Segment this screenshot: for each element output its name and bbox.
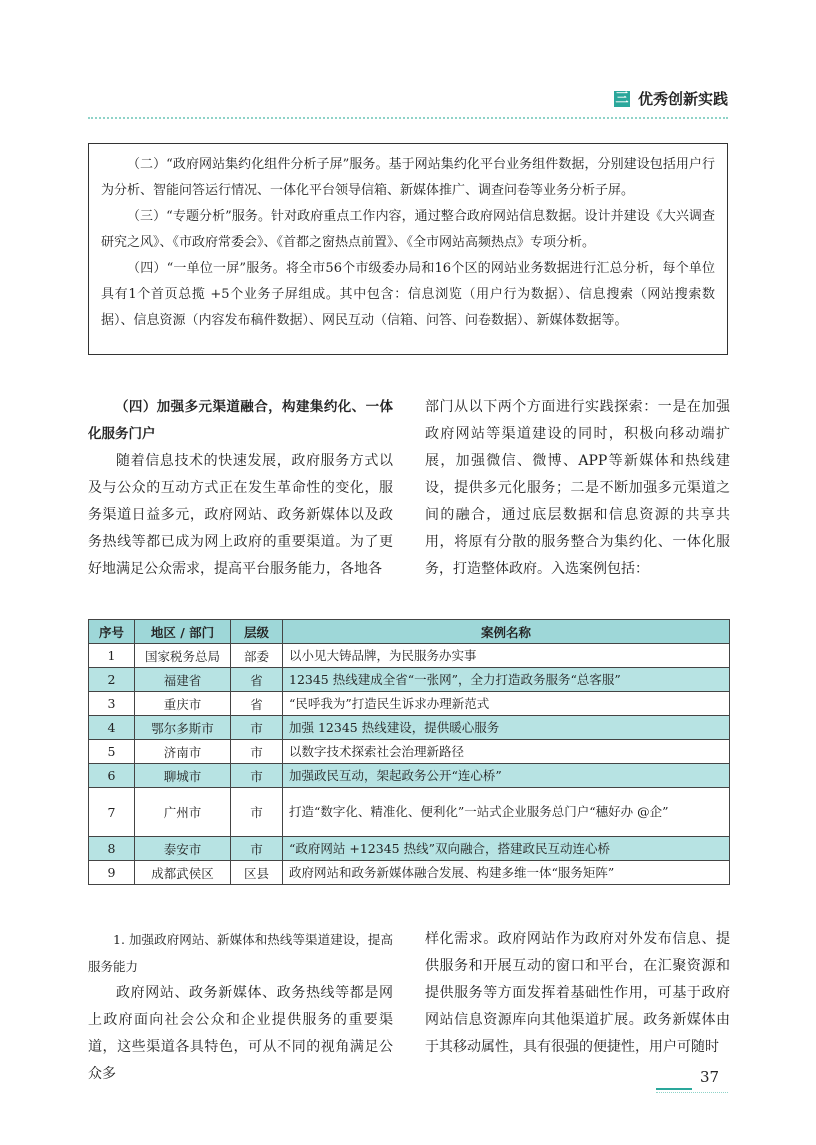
service-description-box — [88, 143, 728, 355]
cell-level: 市 — [231, 764, 283, 788]
cell-case-name: 以小见大铸品牌，为民服务办实事 — [283, 644, 730, 668]
cell-case-name: 加强政民互动，架起政务公开“连心桥” — [283, 764, 730, 788]
cell-region: 泰安市 — [135, 837, 231, 861]
table-row — [89, 716, 730, 740]
header-region: 地区 / 部门 — [135, 620, 231, 644]
section4-left-paragraph: 随着信息技术的快速发展，政府服务方式以及与公众的互动方式正在发生革命性的变化，服务渠道日益多元，政府网站、政务新媒体以及政务热线等都已成为网上政府的重要渠道。为了更好地满足公众需求，提高平台服务能力，各地各 — [88, 453, 393, 577]
cell-no: 4 — [89, 716, 135, 740]
table-row — [89, 692, 730, 716]
cell-case-name: “政府网站 +12345 热线”双向融合，搭建政民互动连心桥 — [283, 837, 730, 861]
section4-heading: （四）加强多元渠道融合，构建集约化、一体化服务门户 — [88, 399, 393, 442]
cell-no: 1 — [89, 644, 135, 668]
page-number: 37 — [700, 1068, 720, 1086]
cell-region: 成都武侯区 — [135, 861, 231, 885]
subsection1-left-column — [88, 926, 393, 1088]
table-row — [89, 740, 730, 764]
subsection1-right-column — [425, 926, 730, 1061]
header-level: 层级 — [231, 620, 283, 644]
footer-dotted-line — [656, 1092, 728, 1093]
section-header — [614, 88, 728, 109]
cell-no: 3 — [89, 692, 135, 716]
section4-right-paragraph: 部门从以下两个方面进行实践探索：一是在加强政府网站等渠道建设的同时，积极向移动端扩展，加强微信、微博、APP等新媒体和热线建设，提供多元化服务；二是不断加强多元渠道之间的融合，通过底层数据和信息资源的共享共用，将原有分散的服务整合为集约化、一体化服务，打造整体政府。入选案例包括： — [425, 399, 730, 577]
section4-right-column — [425, 394, 730, 583]
cell-no: 2 — [89, 668, 135, 692]
cell-region: 鄂尔多斯市 — [135, 716, 231, 740]
cell-level: 市 — [231, 788, 283, 837]
table-row — [89, 764, 730, 788]
cell-region: 国家税务总局 — [135, 644, 231, 668]
section-icon: 三 — [615, 90, 629, 106]
cell-no: 5 — [89, 740, 135, 764]
box-paragraph: （四）“一单位一屏”服务。将全市56个市级委办局和16个区的网站业务数据进行汇总分析，每个单位具有1个首页总揽 +5个业务子屏组成。其中包含：信息浏览（用户行为数据）、信息搜索（网站搜索数据）、信息资源（内容发布稿件数据）、网民互动（信箱、问答、问卷数据）、新媒体数据等。 — [101, 261, 715, 328]
table-row — [89, 837, 730, 861]
cell-case-name: “民呼我为”打造民生诉求办理新范式 — [283, 692, 730, 716]
cell-level: 省 — [231, 668, 283, 692]
header-divider — [88, 117, 728, 119]
cell-no: 8 — [89, 837, 135, 861]
table-row — [89, 668, 730, 692]
cell-level: 市 — [231, 740, 283, 764]
cell-level: 省 — [231, 692, 283, 716]
cell-case-name: 打造“数字化、精准化、便利化”一站式企业服务总门户“穗好办 @企” — [283, 788, 730, 837]
cell-case-name: 政府网站和政务新媒体融合发展、构建多维一体“服务矩阵” — [283, 861, 730, 885]
cell-region: 重庆市 — [135, 692, 231, 716]
footer-accent-line — [656, 1088, 692, 1090]
section-title: 优秀创新实践 — [637, 90, 728, 108]
subsection1-left-paragraph: 政府网站、政务新媒体、政务热线等都是网上政府面向社会公众和企业提供服务的重要渠道，这些渠道各具特色，可从不同的视角满足公众多 — [88, 985, 393, 1082]
cell-no: 7 — [89, 788, 135, 837]
cell-region: 聊城市 — [135, 764, 231, 788]
box-paragraph: （三）“专题分析”服务。针对政府重点工作内容，通过整合政府网站信息数据。设计并建设《大兴调查研究之风》、《市政府常委会》、《首都之窗热点前置》、《全市网站高频热点》专项分析。 — [101, 209, 715, 250]
table-row — [89, 788, 730, 837]
cell-case-name: 以数字技术探索社会治理新路径 — [283, 740, 730, 764]
subsection1-heading: 1. 加强政府网站、新媒体和热线等渠道建设，提高服务能力 — [88, 932, 393, 974]
section4-left-column — [88, 394, 393, 583]
cell-region: 福建省 — [135, 668, 231, 692]
header-no: 序号 — [89, 620, 135, 644]
cell-no: 6 — [89, 764, 135, 788]
cell-region: 济南市 — [135, 740, 231, 764]
table-header-row — [89, 620, 730, 644]
cell-level: 市 — [231, 837, 283, 861]
cell-level: 区县 — [231, 861, 283, 885]
table-row — [89, 644, 730, 668]
cell-no: 9 — [89, 861, 135, 885]
subsection1-right-paragraph: 样化需求。政府网站作为政府对外发布信息、提供服务和开展互动的窗口和平台，在汇聚资源和提供服务等方面发挥着基础性作用，可基于政府网站信息资源库向其他渠道扩展。政务新媒体由于其移动属性，具有很强的便捷性，用户可随时 — [425, 931, 730, 1055]
cell-case-name: 12345 热线建成全省“一张网”，全力打造政务服务“总客服” — [283, 668, 730, 692]
header-case-name: 案例名称 — [283, 620, 730, 644]
cell-case-name: 加强 12345 热线建设，提供暖心服务 — [283, 716, 730, 740]
case-table — [88, 619, 730, 885]
table-row — [89, 861, 730, 885]
cell-region: 广州市 — [135, 788, 231, 837]
cell-level: 部委 — [231, 644, 283, 668]
box-paragraph: （二）“政府网站集约化组件分析子屏”服务。基于网站集约化平台业务组件数据，分别建设包括用户行为分析、智能问答运行情况、一体化平台领导信箱、新媒体推广、调查问卷等业务分析子屏。 — [101, 157, 715, 198]
cell-level: 市 — [231, 716, 283, 740]
